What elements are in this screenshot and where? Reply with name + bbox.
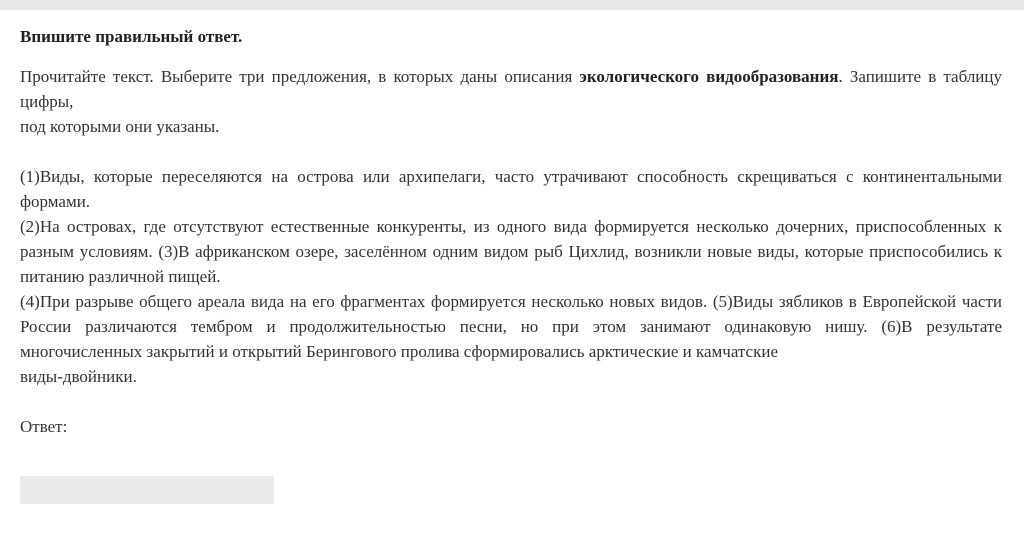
answer-label: Ответ: (20, 417, 68, 436)
spacer (20, 139, 1002, 164)
intro-text-after: . Запишите в таблицу цифры, (20, 67, 1002, 111)
answer-input[interactable] (20, 476, 274, 504)
intro-text: Прочитайте текст. Выберите три предложения, в которых даны описания (20, 67, 580, 86)
intro-term: экологического видообразования (579, 67, 839, 86)
task-intro-line2: под которыми они указаны. (20, 117, 220, 136)
question-content (20, 10, 1002, 439)
passage-sentences-4-6: (4)При разрыве общего ареала вида на его фрагментах формируется несколько новых видов. (5)Виды зябликов в Европейской части России различаются тембром и продолжительностью песни, но при этом занимают одинаковую нишу. (6)В результате многочисленных закрытий и открытий Берингового пролива сформировались арктические и камчатские (20, 292, 1002, 361)
passage-sentence-1: (1)Виды, которые переселяются на острова или архипелаги, часто утрачивают способность скрещиваться с континентальными формами. (20, 167, 1002, 211)
passage-sentences-2-3: (2)На островах, где отсутствуют естественные конкуренты, из одного вида формируется несколько дочерних, приспособленных к разным условиям. (3)В африканском озере, заселённом одним видом рыб Цихлид, возникли новые виды, которые приспособились к питанию различной пищей. (20, 217, 1002, 286)
task-intro (20, 64, 1002, 114)
top-bar (0, 0, 1024, 10)
passage-ending: виды-двойники. (20, 367, 137, 386)
instruction-heading: Впишите правильный ответ. (20, 27, 243, 46)
